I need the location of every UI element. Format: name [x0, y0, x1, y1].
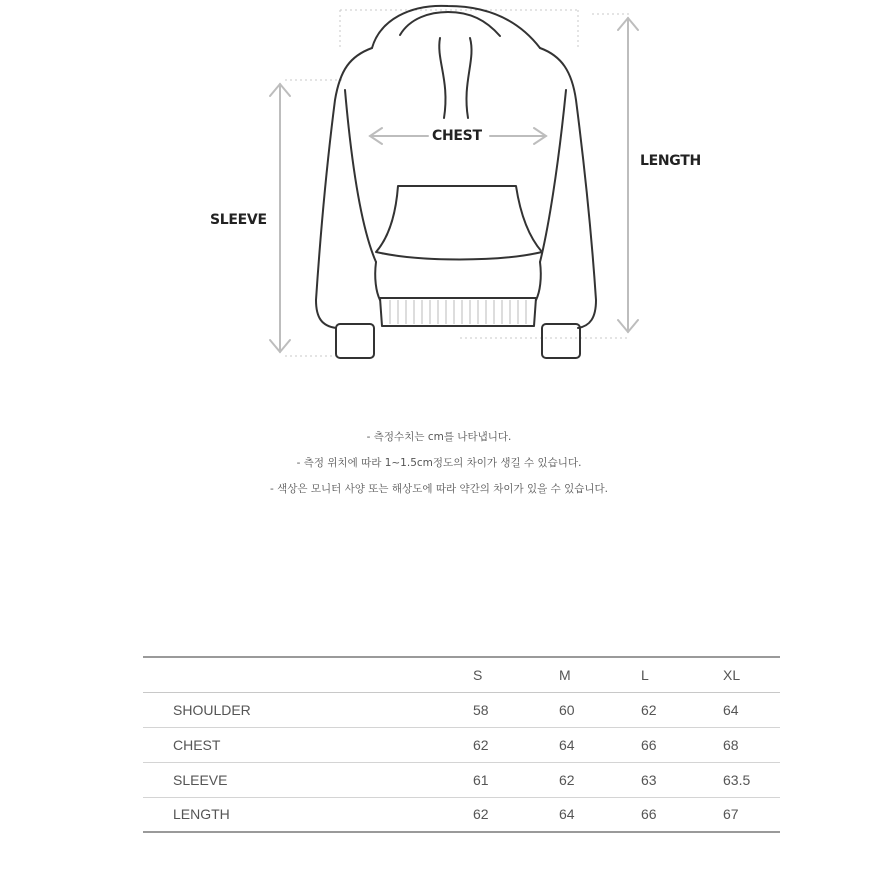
table-cell: 64	[559, 727, 641, 762]
note-line: - 측정 위치에 따라 1~1.5cm정도의 차이가 생길 수 있습니다.	[296, 457, 582, 469]
header-cell: XL	[723, 657, 780, 692]
header-cell	[143, 657, 473, 692]
header-cell: M	[559, 657, 641, 692]
table-cell: 68	[723, 727, 780, 762]
row-label: LENGTH	[143, 797, 473, 832]
table-cell: 58	[473, 692, 559, 727]
table-cell: 62	[473, 797, 559, 832]
table-cell: 66	[641, 797, 723, 832]
measurement-notes	[0, 428, 878, 506]
header-cell: L	[641, 657, 723, 692]
table-cell: 62	[473, 727, 559, 762]
hoodie-illustration	[0, 0, 878, 380]
table-row	[143, 727, 780, 762]
length-label: LENGTH	[640, 153, 701, 169]
note-line: - 색상은 모니터 사양 또는 해상도에 따라 약간의 차이가 있을 수 있습니다.	[270, 483, 608, 495]
table-cell: 63.5	[723, 762, 780, 797]
table-cell: 64	[723, 692, 780, 727]
hoodie-size-diagram	[0, 0, 878, 380]
table-row	[143, 762, 780, 797]
table-cell: 62	[559, 762, 641, 797]
size-table	[143, 656, 780, 833]
header-cell: S	[473, 657, 559, 692]
row-label: CHEST	[143, 727, 473, 762]
table-row	[143, 692, 780, 727]
table-cell: 62	[641, 692, 723, 727]
table-cell: 61	[473, 762, 559, 797]
table-cell: 60	[559, 692, 641, 727]
row-label: SHOULDER	[143, 692, 473, 727]
sleeve-label: SLEEVE	[210, 212, 267, 228]
table-cell: 67	[723, 797, 780, 832]
chest-label: CHEST	[432, 128, 482, 144]
row-label: SLEEVE	[143, 762, 473, 797]
table-cell: 63	[641, 762, 723, 797]
table-cell: 64	[559, 797, 641, 832]
table-cell: 66	[641, 727, 723, 762]
note-line: - 측정수치는 cm를 나타냅니다.	[366, 431, 512, 443]
table-row	[143, 797, 780, 832]
table-header-row	[143, 657, 780, 692]
